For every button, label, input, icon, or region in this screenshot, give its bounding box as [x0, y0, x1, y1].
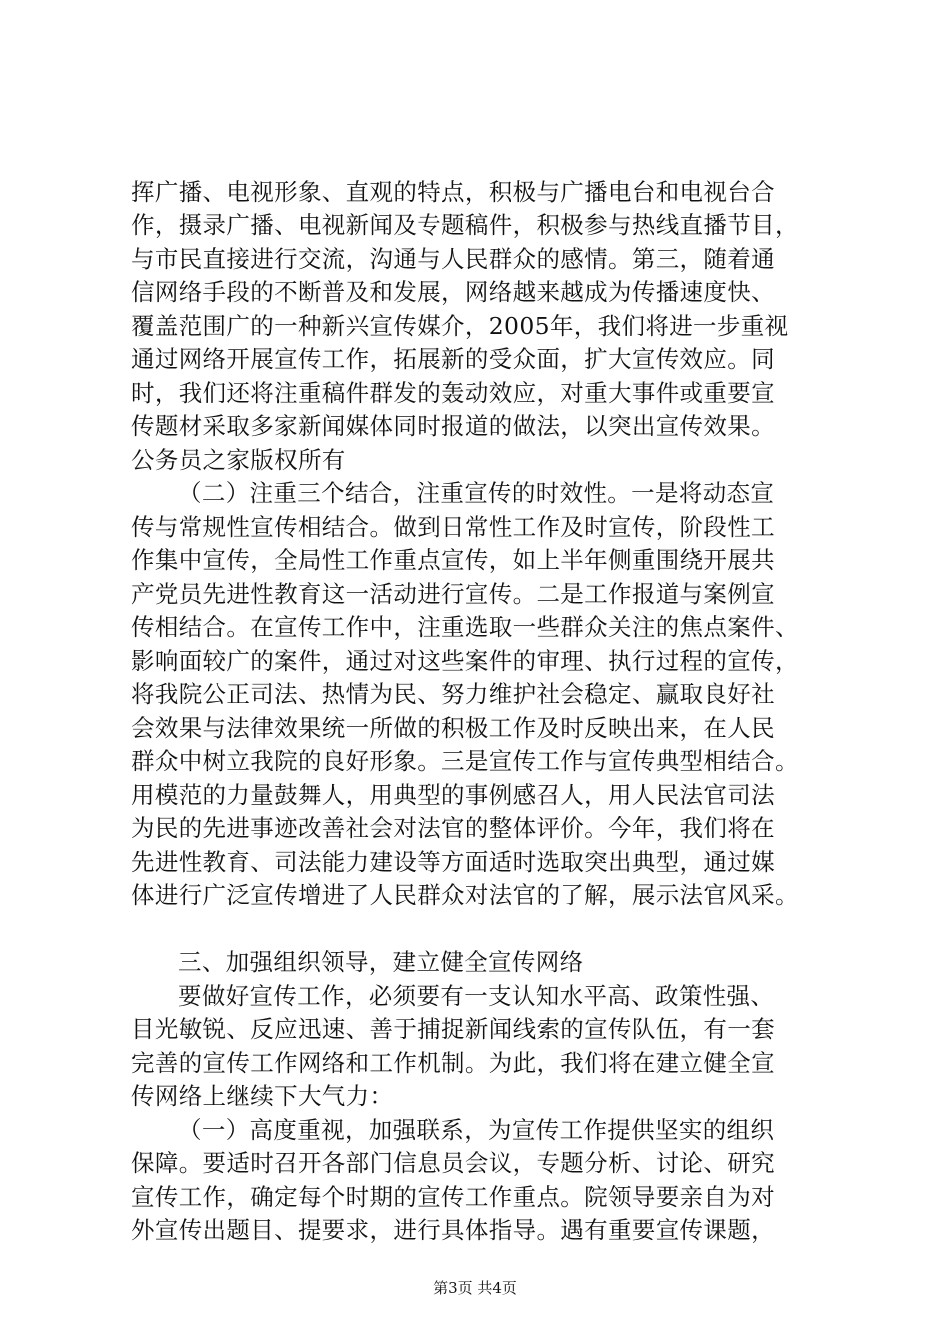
- paragraph-first-line: （一）高度重视，加强联系，为宣传工作提供坚实的组织: [178, 1116, 775, 1144]
- text-line: 作集中宣传，全局性工作重点宣传，如上半年侧重围绕开展共: [131, 546, 775, 574]
- text-line: 传与常规性宣传相结合。做到日常性工作及时宣传，阶段性工: [131, 513, 775, 541]
- text-line: 信网络手段的不断普及和发展，网络越来越成为传播速度快、: [131, 278, 775, 306]
- text-line: 为民的先进事迹改善社会对法官的整体评价。今年，我们将在: [131, 814, 775, 842]
- text-line: 先进性教育、司法能力建设等方面适时选取突出典型，通过媒: [131, 848, 775, 876]
- text-line: 挥广播、电视形象、直观的特点，积极与广播电台和电视台合: [131, 178, 775, 206]
- text-line: 传网络上继续下大气力：: [131, 1082, 394, 1110]
- text-line: 目光敏锐、反应迅速、善于捕捉新闻线索的宣传队伍，有一套: [131, 1015, 775, 1043]
- text-line: 完善的宣传工作网络和工作机制。为此，我们将在建立健全宣: [131, 1049, 775, 1077]
- text-line: 会效果与法律效果统一所做的积极工作及时反映出来，在人民: [131, 714, 775, 742]
- text-line: 时，我们还将注重稿件群发的轰动效应，对重大事件或重要宣: [131, 379, 775, 407]
- paragraph-first-line: （二）注重三个结合，注重宣传的时效性。一是将动态宣: [178, 479, 775, 507]
- text-line: 传题材采取多家新闻媒体同时报道的做法，以突出宣传效果。: [131, 412, 775, 440]
- text-line: 公务员之家版权所有: [131, 446, 346, 474]
- text-line: 群众中树立我院的良好形象。三是宣传工作与宣传典型相结合。: [131, 747, 799, 775]
- text-line: 覆盖范围广的一种新兴宣传媒介，2005年，我们将进一步重视: [131, 312, 789, 340]
- section-heading: 三、加强组织领导，建立健全宣传网络: [178, 948, 584, 976]
- page-footer: [0, 1278, 950, 1298]
- text-line: 与市民直接进行交流，沟通与人民群众的感情。第三，随着通: [131, 245, 775, 273]
- text-line: 通过网络开展宣传工作，拓展新的受众面，扩大宣传效应。同: [131, 345, 775, 373]
- page-number: 第3页 共4页: [433, 1279, 517, 1297]
- text-line: 影响面较广的案件，通过对这些案件的审理、执行过程的宣传，: [131, 647, 799, 675]
- text-line: 外宣传出题目、提要求，进行具体指导。遇有重要宣传课题，: [131, 1216, 775, 1244]
- text-line: 用模范的力量鼓舞人，用典型的事例感召人，用人民法官司法: [131, 781, 775, 809]
- paragraph-first-line: 要做好宣传工作，必须要有一支认知水平高、政策性强、: [178, 982, 775, 1010]
- text-line: 宣传工作，确定每个时期的宣传工作重点。院领导要亲自为对: [131, 1183, 775, 1211]
- text-line: 作，摄录广播、电视新闻及专题稿件，积极参与热线直播节目，: [131, 211, 799, 239]
- text-line: 将我院公正司法、热情为民、努力维护社会稳定、赢取良好社: [131, 680, 775, 708]
- text-line: 传相结合。在宣传工作中，注重选取一些群众关注的焦点案件、: [131, 613, 799, 641]
- text-line: 产党员先进性教育这一活动进行宣传。二是工作报道与案例宣: [131, 580, 775, 608]
- text-line: 体进行广泛宣传增进了人民群众对法官的了解，展示法官风采。: [131, 881, 799, 909]
- text-line: 保障。要适时召开各部门信息员会议，专题分析、讨论、研究: [131, 1149, 775, 1177]
